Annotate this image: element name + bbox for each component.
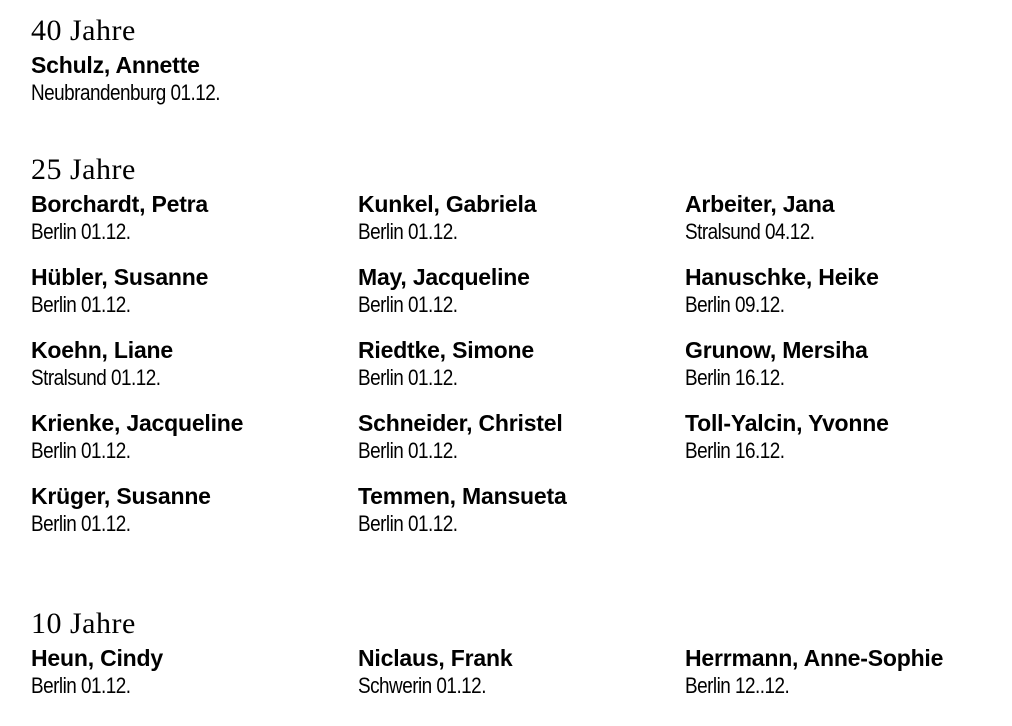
entry-place-date: Berlin 09.12. [685, 292, 785, 317]
entry [31, 264, 358, 319]
entry-place-date: Berlin 01.12. [31, 219, 131, 244]
entry-place-date: Stralsund 04.12. [685, 219, 815, 244]
entry [31, 645, 358, 700]
entry-name: Temmen, Mansueta [358, 483, 567, 509]
entry [358, 410, 685, 465]
entry [31, 410, 358, 465]
entry-place-date: Berlin 01.12. [358, 219, 458, 244]
entry [358, 483, 685, 538]
entry-place-date: Berlin 01.12. [358, 438, 458, 463]
entry-name: Borchardt, Petra [31, 191, 209, 217]
entry-name: Niclaus, Frank [358, 645, 513, 671]
entry-name: May, Jacqueline [358, 264, 530, 290]
entry-place-date: Berlin 01.12. [31, 438, 131, 463]
entry [685, 645, 991, 700]
entry-name: Herrmann, Anne-Sophie [685, 645, 944, 671]
entry-grid [31, 52, 991, 107]
entry-name: Kunkel, Gabriela [358, 191, 537, 217]
entry-place-date: Berlin 01.12. [358, 292, 458, 317]
section-heading: 40 Jahre [31, 14, 136, 47]
entry [685, 264, 991, 319]
entry [358, 264, 685, 319]
entry [31, 52, 358, 107]
entry [685, 410, 991, 465]
section-25-jahre [31, 153, 991, 538]
section-40-jahre [31, 14, 991, 107]
entry-place-date: Berlin 01.12. [31, 511, 131, 536]
entry [358, 337, 685, 392]
entry-place-date: Berlin 16.12. [685, 365, 785, 390]
entry [685, 337, 991, 392]
entry-name: Riedtke, Simone [358, 337, 534, 363]
entry-name: Hanuschke, Heike [685, 264, 879, 290]
entry [31, 191, 358, 246]
entry-name: Toll-Yalcin, Yvonne [685, 410, 889, 436]
entry [31, 337, 358, 392]
entry-place-date: Berlin 16.12. [685, 438, 785, 463]
entry-place-date: Berlin 01.12. [358, 511, 458, 536]
entry-place-date: Neubrandenburg 01.12. [31, 80, 221, 105]
entry-place-date: Berlin 01.12. [31, 673, 131, 698]
entry-place-date: Berlin 12..12. [685, 673, 790, 698]
entry [31, 483, 358, 538]
entry-name: Krüger, Susanne [31, 483, 211, 509]
entry-name: Koehn, Liane [31, 337, 174, 363]
entry-place-date: Stralsund 01.12. [31, 365, 161, 390]
entry-grid [31, 191, 991, 538]
entry-place-date: Berlin 01.12. [358, 365, 458, 390]
entry-place-date: Schwerin 01.12. [358, 673, 486, 698]
entry-name: Arbeiter, Jana [685, 191, 835, 217]
entry-place-date: Berlin 01.12. [31, 292, 131, 317]
entry [358, 191, 685, 246]
section-heading: 25 Jahre [31, 153, 136, 186]
entry [685, 191, 991, 246]
entry-grid [31, 645, 991, 700]
entry-name: Schulz, Annette [31, 52, 200, 78]
entry-name: Krienke, Jacqueline [31, 410, 244, 436]
entry-name: Heun, Cindy [31, 645, 163, 671]
entry [358, 645, 685, 700]
entry-name: Grunow, Mersiha [685, 337, 868, 363]
entry-name: Hübler, Susanne [31, 264, 209, 290]
section-heading: 10 Jahre [31, 607, 136, 640]
entry-name: Schneider, Christel [358, 410, 563, 436]
section-10-jahre [31, 607, 991, 700]
